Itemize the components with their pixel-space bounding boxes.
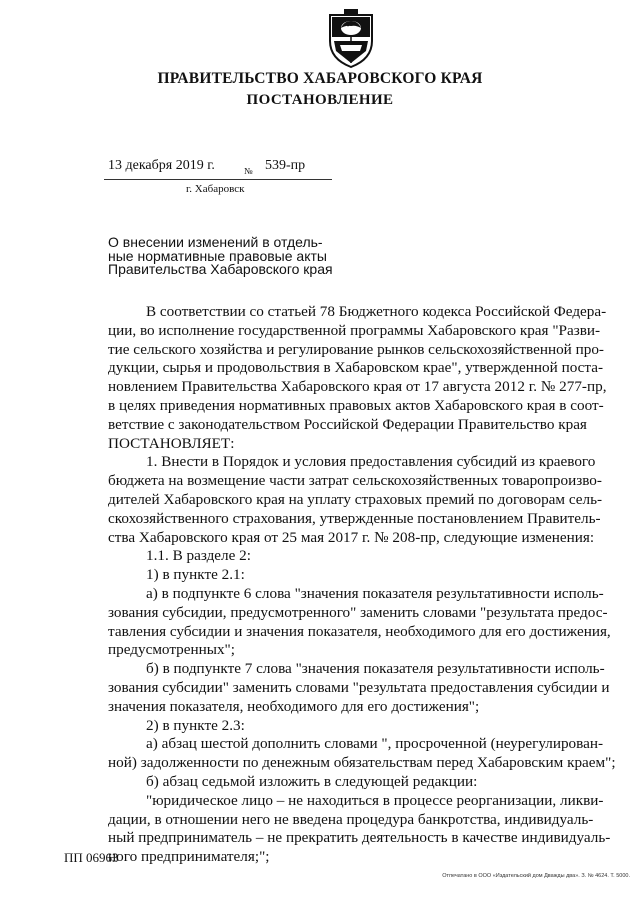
subject-line: О внесении изменений в отдель- (108, 234, 323, 250)
government-title: ПРАВИТЕЛЬСТВО ХАБАРОВСКОГО КРАЯ (157, 70, 483, 87)
body-line: ный предприниматель – не прекратить деятельность в качестве индивидуаль- (108, 829, 611, 847)
printer-imprint: Отпечатано в ООО «Издательский дом Дважды два». З. № 4624. Т. 5000. (442, 873, 630, 879)
body-line: в целях приведения нормативных правовых актов Хабаровского края в соот- (108, 396, 604, 414)
body-line: б) в подпункте 7 слова "значения показателя результативности исполь- (146, 660, 605, 678)
body-line: новлением Правительства Хабаровского края от 17 августа 2012 г. № 277-пр, (108, 378, 607, 396)
body-line: 2) в пункте 2.3: (146, 716, 245, 734)
document-city: г. Хабаровск (186, 183, 245, 195)
coat-of-arms-icon (326, 7, 376, 69)
body-line: зования субсидии, предусмотренного" заменить словами "результата предос- (108, 603, 608, 621)
document-body (108, 303, 616, 867)
body-line: зования субсидии" заменить словами "результата предоставления субсидии и (108, 678, 610, 696)
body-line: тавления субсидии и значения показателя, необходимого для его достижения, (108, 622, 611, 640)
document-type: ПОСТАНОВЛЕНИЕ (246, 92, 394, 108)
body-line: бюджета на возмещение части затрат сельскохозяйственных товаропроизво- (108, 472, 602, 490)
body-line: 1.1. В разделе 2: (146, 547, 251, 565)
body-line: 1) в пункте 2.1: (146, 566, 245, 584)
document-subject (108, 236, 344, 277)
body-line: дации, в отношении него не введена процедура банкротства, индивидуаль- (108, 810, 594, 828)
body-line: а) в подпункте 6 слова "значения показателя результативности исполь- (146, 584, 604, 602)
body-line: дукции, сырья и продовольствия в Хабаровском крае", утвержденной поста- (108, 359, 604, 377)
document-number: 539-пр (265, 158, 306, 173)
body-line: В соответствии со статьей 78 Бюджетного кодекса Российской Федера- (146, 303, 607, 320)
number-sign: № (244, 166, 253, 176)
body-line: ной) задолженности по денежным обязательствам перед Хабаровским краем"; (108, 754, 616, 772)
body-line: б) абзац седьмой изложить в следующей редакции: (146, 772, 478, 790)
body-line: тие сельского хозяйства и регулирование рынков сельскохозяйственной про- (108, 340, 604, 358)
body-line: скохозяйственного страхования, утвержденные постановлением Правитель- (108, 509, 601, 527)
body-line: а) абзац шестой дополнить словами ", просроченной (неурегулирован- (146, 735, 604, 753)
body-line: ства Хабаровского края от 25 мая 2017 г. № 208-пр, следующие изменения: (108, 528, 595, 546)
body-line: 1. Внести в Порядок и условия предоставления субсидий из краевого (146, 453, 596, 471)
body-line: ции, во исполнение государственной программы Хабаровского края "Разви- (108, 321, 601, 339)
document-date: 13 декабря 2019 г. (108, 158, 215, 173)
body-line: "юридическое лицо – не находиться в процессе реорганизации, ликви- (146, 791, 604, 809)
body-line: ветствие с законодательством Российской Федерации Правительство края (108, 415, 587, 433)
subject-line: Правительства Хабаровского края (108, 261, 333, 277)
body-line: ПОСТАНОВЛЯЕТ: (108, 434, 235, 452)
body-line: предусмотренных"; (108, 641, 235, 659)
body-line: ного предпринимателя;"; (108, 848, 270, 866)
date-underline (104, 179, 332, 180)
document-code: ПП 06963 (64, 850, 119, 865)
subject-line: ные нормативные правовые акты (108, 247, 327, 264)
body-line: значения показателя, необходимого для его достижения"; (108, 697, 480, 715)
body-line: дителей Хабаровского края на уплату страховых премий по договорам сель- (108, 490, 603, 508)
